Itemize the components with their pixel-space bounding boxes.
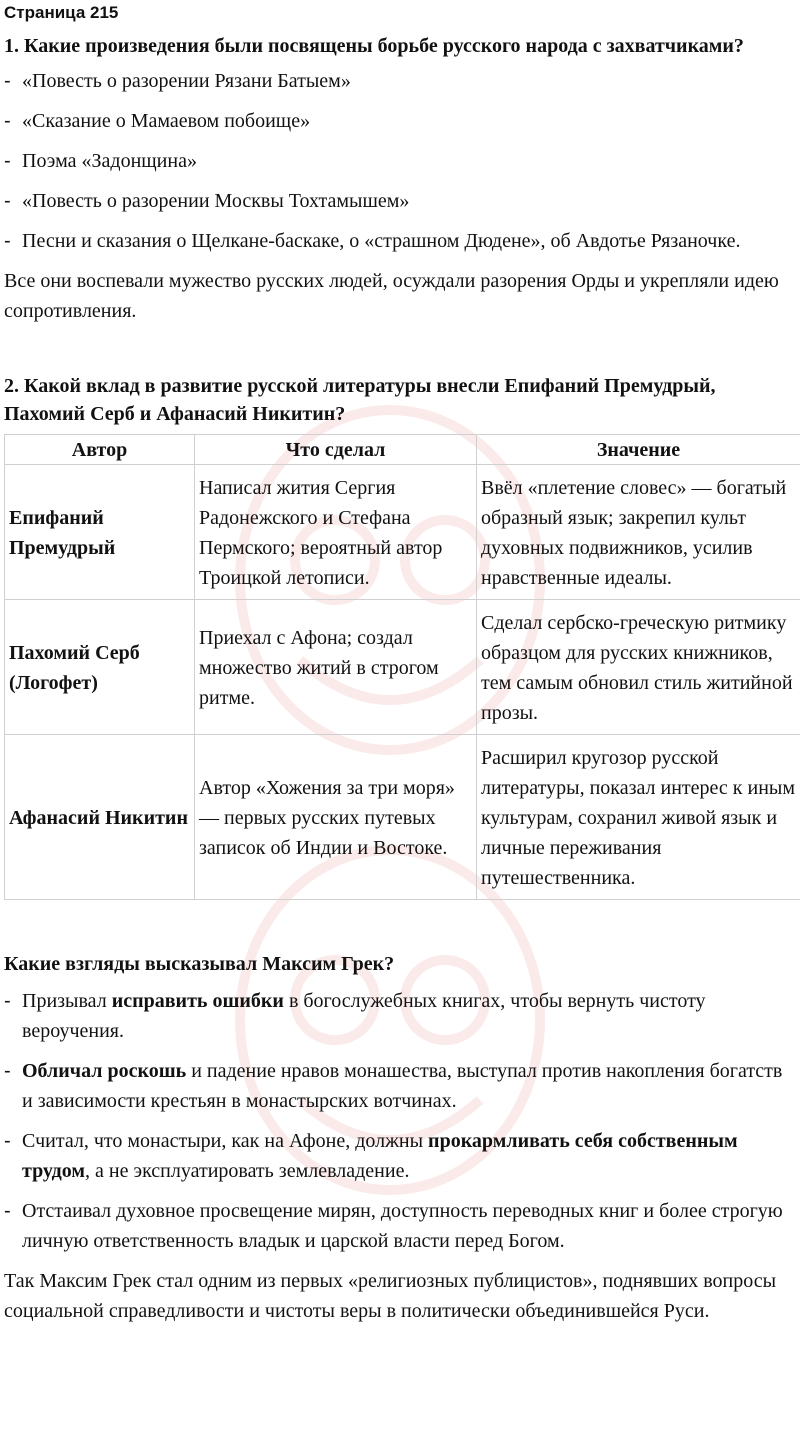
item-text: , а не эксплуатировать землевладение. <box>85 1160 410 1182</box>
list-item: - «Сказание о Мамаевом побоище» <box>4 106 796 136</box>
list-item: - Поэма «Задонщина» <box>4 146 796 176</box>
item-emphasis: прокармливать себя собственным трудом <box>22 1130 738 1182</box>
list-item <box>4 1126 796 1186</box>
list-item <box>4 1196 796 1256</box>
cell-did: Приехал с Афона; создал множество житий в строгом ритме. <box>195 600 477 735</box>
item-text: Призывал <box>22 990 112 1012</box>
list-item: - «Повесть о разорении Москвы Тохтамышем» <box>4 186 796 216</box>
section-2-question: 2. Какой вклад в развитие русской литературы внесли Епифаний Премудрый, Пахомий Серб и Афанасий Никитин? <box>4 375 716 425</box>
section-1 <box>4 32 796 326</box>
section-1-question: 1. Какие произведения были посвящены борьбе русского народа с захватчиками? <box>4 35 744 57</box>
item-text: Отстаивал духовное просвещение мирян, доступность переводных книг и более строгую личную ответственность владык и царской власти перед Богом. <box>22 1200 783 1252</box>
table-row <box>5 600 800 735</box>
section-3-summary: Так Максим Грек стал одним из первых «религиозных публицистов», поднявших вопросы социальной справедливости и чистоты веры в политически объединившейся Руси. <box>4 1270 777 1322</box>
section-3-question: Какие взгляды высказывал Максим Грек? <box>4 953 395 975</box>
authors-table <box>4 434 800 900</box>
list-item <box>4 1056 796 1116</box>
section-3-list <box>4 986 796 1256</box>
list-item <box>4 986 796 1046</box>
column-header-meaning: Значение <box>477 435 800 465</box>
item-emphasis: Обличал роскошь <box>22 1060 187 1082</box>
list-item: - «Повесть о разорении Рязани Батыем» <box>4 66 796 96</box>
item-emphasis: исправить ошибки <box>111 990 284 1012</box>
list-item: - Песни и сказания о Щелкане-баскаке, о «страшном Дюдене», об Авдотье Рязаночке. <box>4 226 796 256</box>
section-3 <box>4 950 796 1326</box>
cell-meaning: Ввёл «плетение словес» — богатый образный язык; закрепил культ духовных подвижников, усилив нравственные идеалы. <box>477 465 800 600</box>
cell-meaning: Расширил кругозор русской литературы, показал интерес к иным культурам, сохранил живой язык и личные переживания путешественника. <box>477 735 800 900</box>
cell-did: Написал жития Сергия Радонежского и Стефана Пермского; вероятный автор Троицкой летописи. <box>195 465 477 600</box>
column-header-author: Автор <box>5 435 195 465</box>
cell-author: Епифаний Премудрый <box>5 465 195 600</box>
cell-did: Автор «Хожения за три моря» — первых русских путевых записок об Индии и Востоке. <box>195 735 477 900</box>
table-header-row <box>5 435 800 465</box>
item-text: и падение нравов монашества, выступал против накопления богатств и зависимости крестьян в монастырских вотчинах. <box>22 1060 783 1112</box>
section-1-summary: Все они воспевали мужество русских людей, осуждали разорения Орды и укрепляли идею сопротивления. <box>4 270 779 322</box>
cell-author: Афанасий Никитин <box>5 735 195 900</box>
item-text: в богослужебных книгах, чтобы вернуть чистоту вероучения. <box>22 990 706 1042</box>
column-header-did: Что сделал <box>195 435 477 465</box>
table-row <box>5 735 800 900</box>
cell-author: Пахомий Серб (Логофет) <box>5 600 195 735</box>
section-1-list <box>4 66 796 256</box>
page-header: Страница 215 <box>4 3 119 22</box>
table-row <box>5 465 800 600</box>
section-2 <box>4 372 796 900</box>
cell-meaning: Сделал сербско-греческую ритмику образцом для русских книжников, тем самым обновил стиль житийной прозы. <box>477 600 800 735</box>
item-text: Считал, что монастыри, как на Афоне, должны <box>22 1130 429 1152</box>
